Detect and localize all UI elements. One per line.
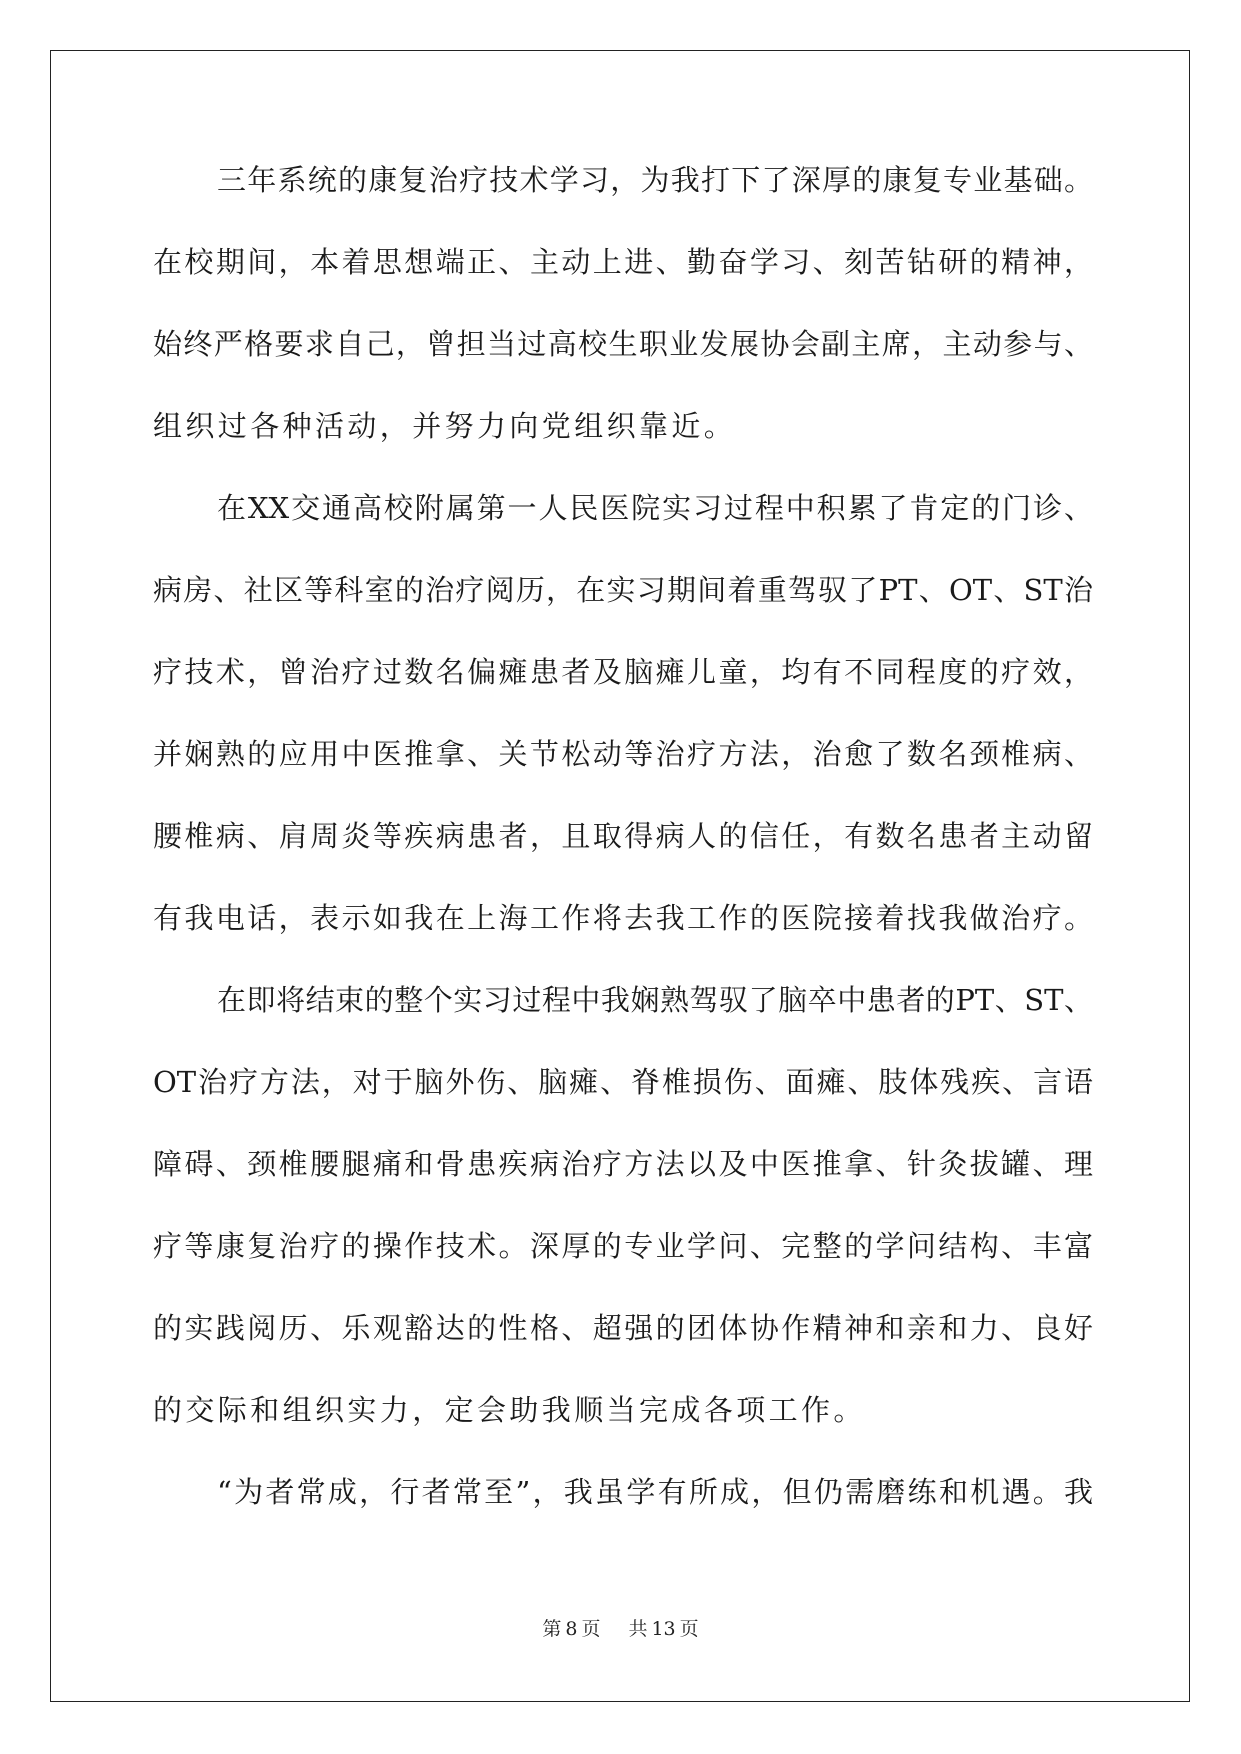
total-label-prefix: 共 <box>628 1618 648 1640</box>
total-label-suffix: 页 <box>679 1618 699 1640</box>
text-line: 病房、社区等科室的治疗阅历，在实习期间着重驾驭了PT、OT、ST治 <box>153 573 1093 607</box>
text-line: 三年系统的康复治疗技术学习，为我打下了深厚的康复专业基础。 <box>217 163 1093 197</box>
text-line: “为者常成，行者常至”，我虽学有所成，但仍需磨练和机遇。我 <box>217 1475 1093 1509</box>
page-number: 8 <box>565 1618 578 1640</box>
text-line: 腰椎病、肩周炎等疾病患者，且取得病人的信任，有数名患者主动留 <box>153 819 1093 853</box>
text-line: 组织过各种活动，并努力向党组织靠近。 <box>153 409 737 443</box>
page-footer <box>0 1617 1241 1641</box>
page-label-prefix: 第 <box>542 1618 562 1640</box>
text-line: 疗等康复治疗的操作技术。深厚的专业学问、完整的学问结构、丰富 <box>153 1229 1093 1263</box>
text-line: 并娴熟的应用中医推拿、关节松动等治疗方法，治愈了数名颈椎病、 <box>153 737 1093 771</box>
text-line: 在XX交通高校附属第一人民医院实习过程中积累了肯定的门诊、 <box>217 491 1093 525</box>
text-line: OT治疗方法，对于脑外伤、脑瘫、脊椎损伤、面瘫、肢体残疾、言语 <box>153 1065 1093 1099</box>
text-line: 疗技术，曾治疗过数名偏瘫患者及脑瘫儿童，均有不同程度的疗效， <box>153 655 1093 689</box>
text-line: 始终严格要求自己，曾担当过高校生职业发展协会副主席，主动参与、 <box>153 327 1093 361</box>
total-pages: 13 <box>651 1618 676 1640</box>
text-line: 的交际和组织实力，定会助我顺当完成各项工作。 <box>153 1393 866 1427</box>
document-body <box>153 160 1093 1554</box>
text-line: 在即将结束的整个实习过程中我娴熟驾驭了脑卒中患者的PT、ST、 <box>217 983 1093 1017</box>
text-line: 有我电话，表示如我在上海工作将去我工作的医院接着找我做治疗。 <box>153 901 1093 935</box>
page-label-suffix: 页 <box>581 1618 601 1640</box>
text-line: 在校期间，本着思想端正、主动上进、勤奋学习、刻苦钻研的精神， <box>153 245 1093 279</box>
text-line: 障碍、颈椎腰腿痛和骨患疾病治疗方法以及中医推拿、针灸拔罐、理 <box>153 1147 1093 1181</box>
text-line: 的实践阅历、乐观豁达的性格、超强的团体协作精神和亲和力、良好 <box>153 1311 1093 1345</box>
